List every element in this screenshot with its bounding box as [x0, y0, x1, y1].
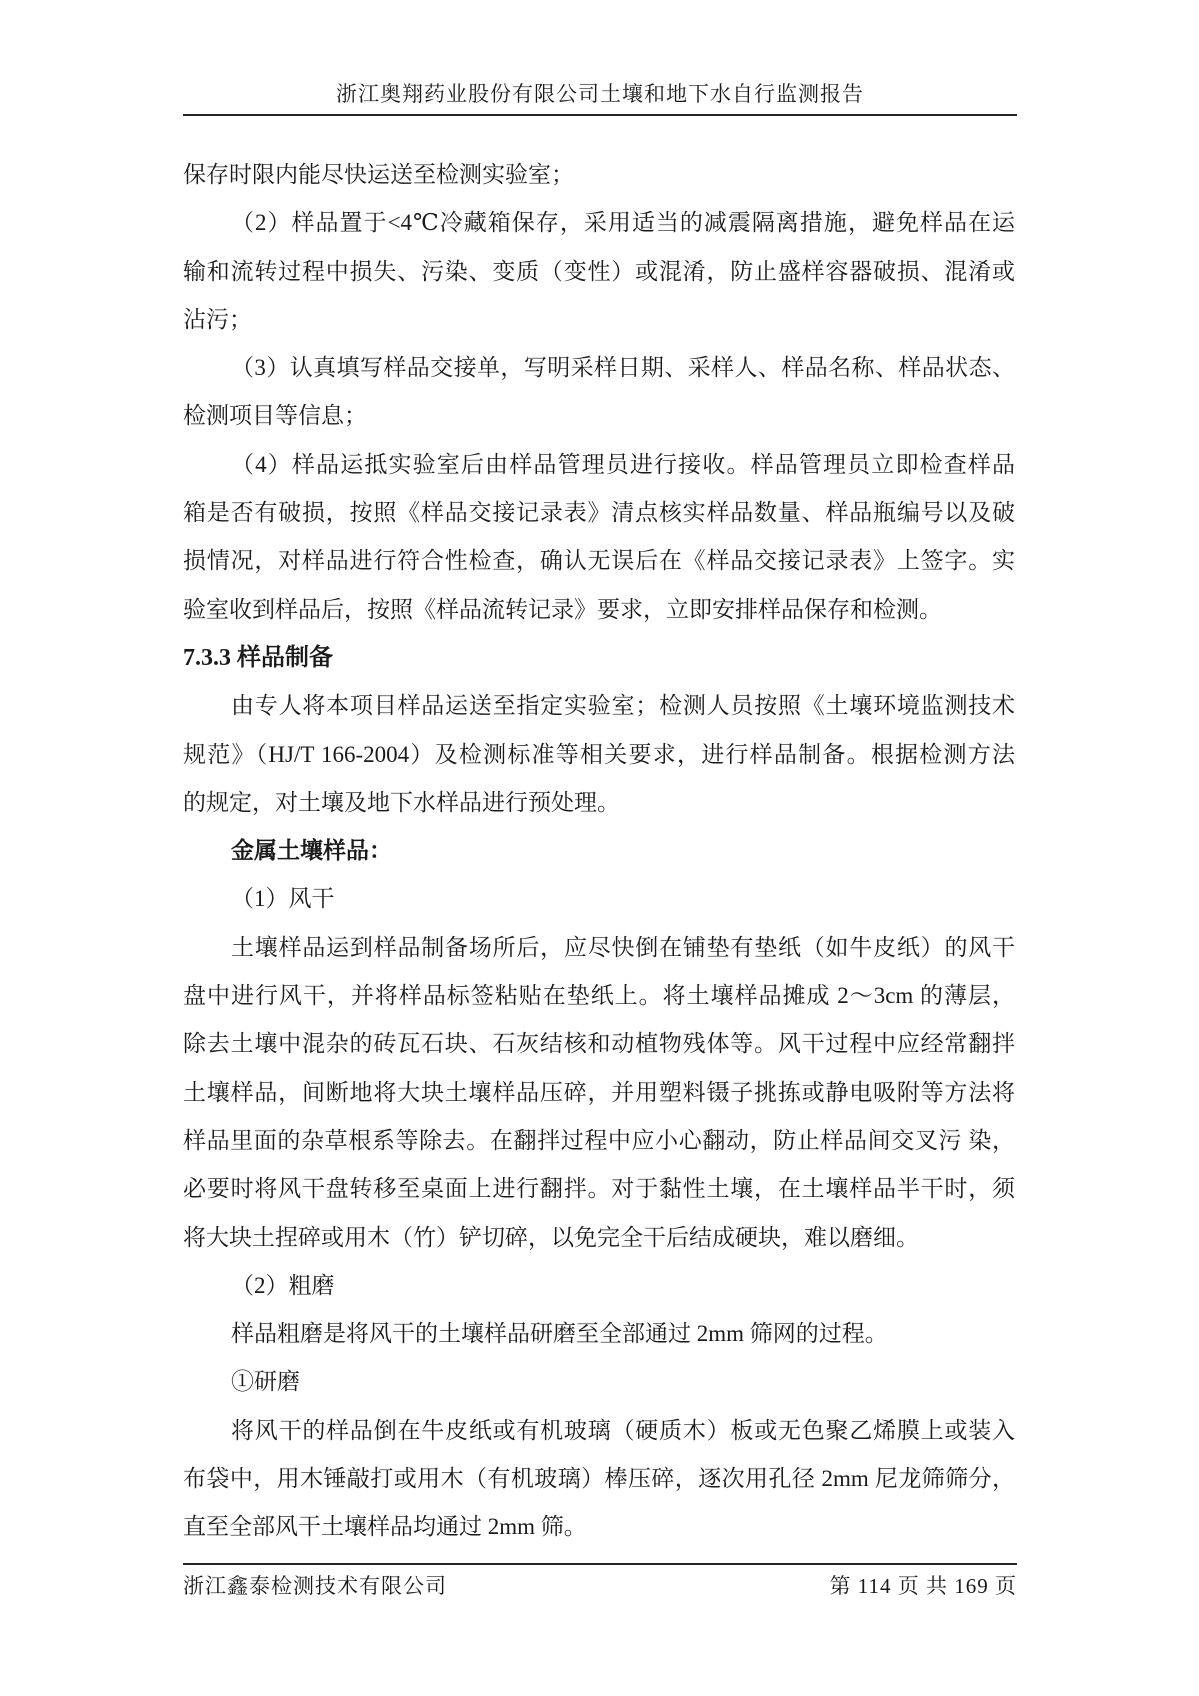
text-line: 土壤样品运到样品制备场所后，应尽快倒在铺垫有垫纸（如牛皮纸）的风干 [231, 934, 1015, 960]
text-line: 布袋中，用木锤敲打或用木（有机玻璃）棒压碎，逐次用孔径 2mm 尼龙筛筛分， [183, 1466, 1015, 1492]
text-line: 的规定，对土壤及地下水样品进行预处理。 [183, 789, 620, 815]
text-line: （4）样品运抵实验室后由样品管理员进行接收。样品管理员立即检查样品 [231, 451, 1015, 477]
text-line: 输和流转过程中损失、污染、变质（变性）或混淆，防止盛样容器破损、混淆或 [183, 258, 1015, 284]
text-line: 验室收到样品后，按照《样品流转记录》要求，立即安排样品保存和检测。 [183, 596, 942, 622]
text-line: 箱是否有破损，按照《样品交接记录表》清点核实样品数量、样品瓶编号以及破 [183, 500, 1015, 526]
section-heading: 7.3.3 样品制备 [183, 644, 333, 671]
text-line: 盘中进行风干，并将样品标签粘贴在垫纸上。将土壤样品摊成 2～3cm 的薄层， [183, 983, 1015, 1009]
text-line: 将大块土捏碎或用木（竹）铲切碎，以免完全干后结成硬块，难以磨细。 [183, 1224, 919, 1250]
text-line: 样品粗磨是将风干的土壤样品研磨至全部通过 2mm 筛网的过程。 [231, 1321, 888, 1347]
header-title: 浙江奥翔药业股份有限公司土壤和地下水自行监测报告 [336, 82, 864, 106]
text-line: 样品里面的杂草根系等除去。在翻拌过程中应小心翻动，防止样品间交叉污 染， [183, 1127, 1015, 1153]
text-line: （2）粗磨 [231, 1272, 335, 1298]
text-line: 直至全部风干土壤样品均通过 2mm 筛。 [183, 1514, 587, 1540]
text-line: 损情况，对样品进行符合性检查，确认无误后在《样品交接记录表》上签字。实 [183, 548, 1015, 574]
text-line: （2）样品置于<4℃冷藏箱保存，采用适当的减震隔离措施，避免样品在运 [231, 210, 1015, 236]
footer-page-number: 第 114 页 共 169 页 [829, 1574, 1017, 1598]
footer-company-name: 浙江鑫泰检测技术有限公司 [183, 1574, 447, 1598]
text-line: 沾污； [183, 306, 252, 332]
subheading: 金属土壤样品： [231, 838, 392, 864]
page-footer [183, 1563, 1017, 1598]
text-line: ①研磨 [231, 1369, 300, 1395]
text-line: 检测项目等信息； [183, 403, 367, 429]
text-line: 由专人将本项目样品运送至指定实验室；检测人员按照《土壤环境监测技术 [231, 693, 1015, 719]
text-line: 规范》（HJ/T 166-2004）及检测标准等相关要求，进行样品制备。根据检测方法 [183, 741, 1015, 767]
text-line: （3）认真填写样品交接单，写明采样日期、采样人、样品名称、样品状态、 [231, 355, 1015, 381]
text-line: （1）风干 [231, 886, 335, 912]
text-line: 土壤样品，间断地将大块土壤样品压碎，并用塑料镊子挑拣或静电吸附等方法将 [183, 1079, 1015, 1105]
text-line: 必要时将风干盘转移至桌面上进行翻拌。对于黏性土壤，在土壤样品半干时，须 [183, 1176, 1015, 1202]
text-line: 将风干的样品倒在牛皮纸或有机玻璃（硬质木）板或无色聚乙烯膜上或装入 [231, 1417, 1015, 1443]
document-body [183, 151, 1015, 1552]
page-header [183, 0, 1017, 116]
text-line: 保存时限内能尽快运送至检测实验室； [183, 162, 574, 187]
text-line: 除去土壤中混杂的砖瓦石块、石灰结核和动植物残体等。风干过程中应经常翻拌 [183, 1031, 1015, 1057]
